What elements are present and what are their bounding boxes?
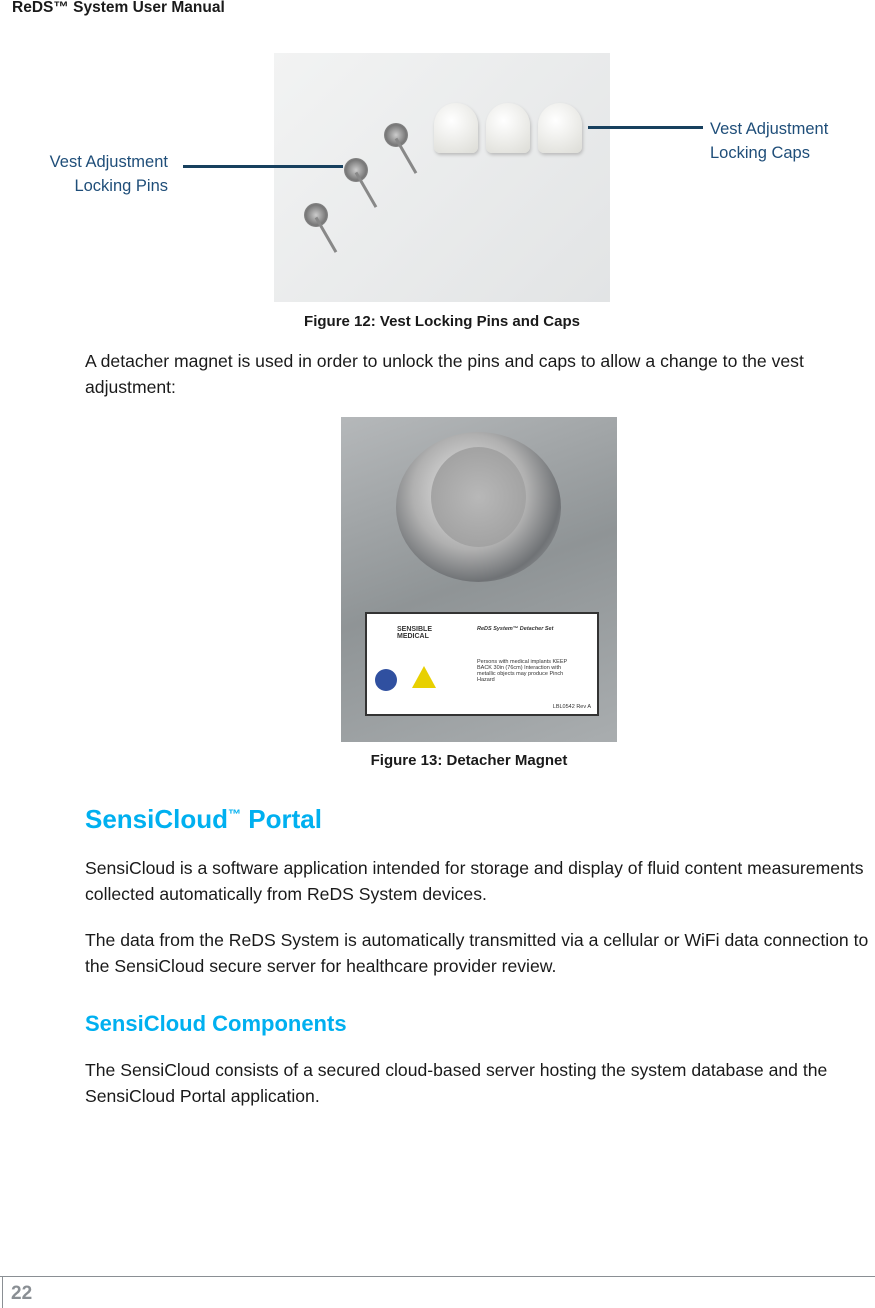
- label-brand: SENSIBLE MEDICAL: [397, 626, 433, 640]
- label-title: ReDS System™ Detacher Set: [477, 626, 554, 632]
- callout-leader-line: [588, 126, 703, 129]
- paragraph: A detacher magnet is used in order to unlock the pins and caps to allow a change to the vest adjustment:: [85, 351, 804, 397]
- footer-divider: [2, 1276, 3, 1308]
- callout-line2: Locking Pins: [74, 177, 168, 195]
- figure-caption: Figure 12: Vest Locking Pins and Caps: [304, 313, 580, 330]
- cap-image: [538, 103, 582, 153]
- callout-line1: Vest Adjustment: [49, 153, 168, 171]
- running-header: ReDS™ System User Manual: [12, 0, 225, 16]
- section-heading: [85, 804, 322, 835]
- figure-caption: Figure 13: Detacher Magnet: [370, 752, 568, 769]
- subsection-heading: SensiCloud Components: [85, 1011, 347, 1036]
- heading-text: SensiCloud: [85, 804, 229, 834]
- paragraph: The data from the ReDS System is automatically transmitted via a cellular or WiFi data connection to the SensiCloud secure server for healthcare provider review.: [85, 930, 869, 976]
- callout-locking-caps: [710, 117, 828, 165]
- product-label: [365, 612, 599, 716]
- warning-sign-icon: [412, 666, 436, 688]
- vest-pins-caps-photo: [274, 53, 610, 302]
- label-code: LBL0542 Rev A: [552, 704, 591, 710]
- heading-text: Portal: [241, 804, 322, 834]
- callout-leader-line: [183, 165, 343, 168]
- paragraph: The SensiCloud consists of a secured cloud-based server hosting the system database and the SensiCloud Portal application.: [85, 1060, 828, 1106]
- page-number: 22: [11, 1283, 33, 1304]
- label-warning: Persons with medical implants KEEP BACK 30in (76cm) Interaction with metallic objects may produce Pinch Hazard: [477, 659, 568, 683]
- pin-image: [344, 158, 368, 182]
- mandatory-sign-icon: [375, 669, 397, 691]
- cap-image: [486, 103, 530, 153]
- footer-divider: [0, 1276, 875, 1277]
- pin-image: [384, 123, 408, 147]
- callout-line2: Locking Caps: [710, 144, 810, 162]
- callout-locking-pins: [20, 150, 168, 198]
- pin-image: [304, 203, 328, 227]
- paragraph: SensiCloud is a software application intended for storage and display of fluid content measurements collected automatically from ReDS System devices.: [85, 858, 864, 904]
- cap-image: [434, 103, 478, 153]
- trademark: ™: [228, 806, 242, 822]
- detacher-magnet-photo: [341, 417, 617, 742]
- callout-line1: Vest Adjustment: [710, 120, 829, 138]
